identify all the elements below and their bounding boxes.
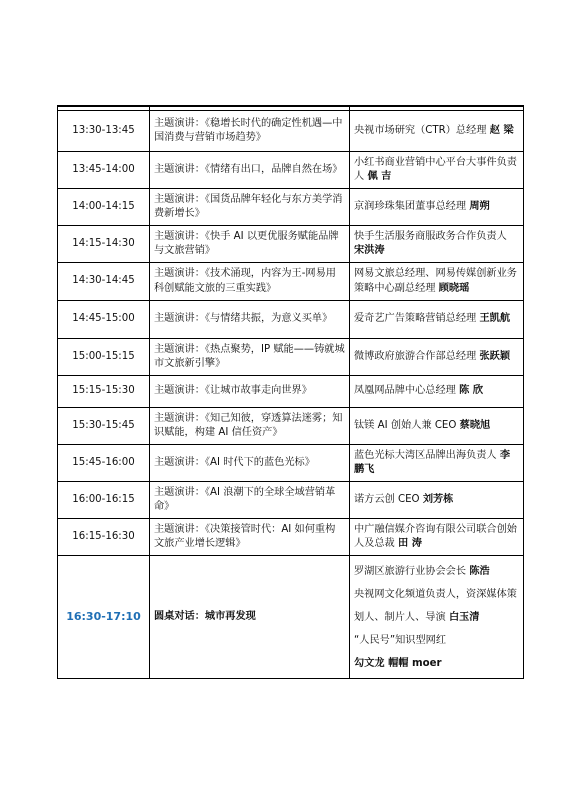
speaker-role: 钛镁 AI 创始人兼 CEO (354, 419, 457, 431)
session-topic: 主题演讲：《知己知彼，穿透算法迷雾；知识赋能，构建 AI 信任资产》 (150, 408, 350, 445)
table-row (58, 482, 524, 519)
panel-speaker-role: “人民号”知识型网红 (354, 634, 447, 646)
session-speaker (350, 482, 524, 519)
table-row (58, 408, 524, 445)
session-time: 16:15-16:30 (58, 519, 150, 556)
panel-topic: 圆桌对话：城市再发现 (150, 556, 350, 679)
panel-row (58, 556, 524, 679)
session-topic: 主题演讲：《国货品牌年轻化与东方美学消费新增长》 (150, 189, 350, 226)
session-time: 15:45-16:00 (58, 445, 150, 482)
session-topic: 主题演讲：《决策接管时代：AI 如何重构文旅产业增长逻辑》 (150, 519, 350, 556)
session-time: 15:00-15:15 (58, 339, 150, 376)
panel-speaker-name: 勾文龙 帽帽 moer (354, 657, 442, 669)
session-topic: 主题演讲：《快手 AI 以更优服务赋能品牌与文旅营销》 (150, 226, 350, 263)
agenda-body (58, 106, 524, 679)
panel-speaker-role: 央视网文化频道负责人，资深媒体策划人、制片人、导演 (354, 588, 517, 623)
speaker-role: 蓝色光标大湾区品牌出海负责人 (354, 449, 497, 461)
session-topic: 主题演讲：《让城市故事走向世界》 (150, 376, 350, 408)
panel-speakers (350, 556, 524, 679)
speaker-role: 京润珍珠集团董事总经理 (354, 200, 467, 212)
session-speaker (350, 226, 524, 263)
session-topic: 主题演讲：《稳增长时代的确定性机遇—中国消费与营销市场趋势》 (150, 111, 350, 152)
session-topic: 主题演讲：《技术涌现，内容为王-网易用科创赋能文旅的三重实践》 (150, 263, 350, 301)
session-topic: 主题演讲：《情绪有出口，品牌自然在场》 (150, 152, 350, 189)
speaker-name: 陈 欣 (459, 385, 484, 397)
session-speaker (350, 519, 524, 556)
table-row (58, 339, 524, 376)
panel-speaker-name: 陈浩 (469, 565, 490, 577)
table-row (58, 189, 524, 226)
table-row (58, 263, 524, 301)
session-topic: 主题演讲：《热点聚势，IP 赋能——铸就城市文旅新引擎》 (150, 339, 350, 376)
table-row (58, 152, 524, 189)
table-row (58, 301, 524, 339)
speaker-name: 田 涛 (398, 538, 422, 549)
panel-speaker-line (354, 652, 519, 675)
session-speaker (350, 376, 524, 408)
speaker-name: 周朔 (469, 200, 490, 212)
session-topic: 主题演讲：《AI 浪潮下的全球全域营销革命》 (150, 482, 350, 519)
table-row (58, 376, 524, 408)
session-time: 14:00-14:15 (58, 189, 150, 226)
panel-speaker-line (354, 583, 519, 629)
agenda-table (57, 105, 524, 679)
speaker-name: 李鹏飞 (354, 449, 511, 475)
table-row (58, 111, 524, 152)
speaker-role: 快手生活服务商服政务合作负责人 (354, 230, 507, 242)
session-topic: 主题演讲：《与情绪共振，为意义买单》 (150, 301, 350, 339)
speaker-role: 爱奇艺广告策略营销总经理 (354, 313, 477, 325)
session-time: 15:30-15:45 (58, 408, 150, 445)
session-speaker (350, 263, 524, 301)
panel-speaker-line (354, 560, 519, 583)
session-time: 13:30-13:45 (58, 111, 150, 152)
speaker-role: 凤凰网品牌中心总经理 (354, 385, 456, 397)
panel-speaker-role: 罗湖区旅游行业协会会长 (354, 565, 467, 577)
table-row (58, 519, 524, 556)
session-speaker (350, 111, 524, 152)
session-time: 14:30-14:45 (58, 263, 150, 301)
speaker-name: 佩 吉 (367, 171, 392, 182)
session-topic: 主题演讲：《AI 时代下的蓝色光标》 (150, 445, 350, 482)
speaker-name: 赵 梁 (489, 124, 514, 136)
speaker-name: 宋洪涛 (354, 245, 385, 256)
speaker-role: 央视市场研究（CTR）总经理 (354, 124, 487, 136)
speaker-name: 王凯航 (479, 313, 511, 325)
speaker-name: 张跃颖 (479, 350, 511, 362)
session-speaker (350, 408, 524, 445)
session-speaker (350, 152, 524, 189)
speaker-name: 蔡晓旭 (459, 419, 491, 431)
speaker-role: 小红书商业营销中心平台大事件负责人 (354, 156, 517, 182)
speaker-role: 诺方云创 CEO (354, 493, 420, 505)
speaker-name: 顾晓瑶 (438, 282, 470, 294)
table-row (58, 445, 524, 482)
session-speaker (350, 445, 524, 482)
speaker-role: 网易文旅总经理、网易传媒创新业务策略中心副总经理 (354, 268, 517, 294)
speaker-role: 中广融信媒介咨询有限公司联合创始人及总裁 (354, 523, 517, 549)
panel-speaker-line (354, 629, 519, 652)
session-speaker (350, 301, 524, 339)
panel-time: 16:30-17:10 (58, 556, 150, 679)
session-time: 15:15-15:30 (58, 376, 150, 408)
speaker-name: 刘芳栋 (422, 493, 454, 505)
speaker-role: 微博政府旅游合作部总经理 (354, 350, 477, 362)
session-time: 14:15-14:30 (58, 226, 150, 263)
table-row (58, 226, 524, 263)
panel-speaker-name: 白玉清 (448, 611, 480, 623)
session-time: 13:45-14:00 (58, 152, 150, 189)
session-time: 16:00-16:15 (58, 482, 150, 519)
session-speaker (350, 189, 524, 226)
session-time: 14:45-15:00 (58, 301, 150, 339)
session-speaker (350, 339, 524, 376)
